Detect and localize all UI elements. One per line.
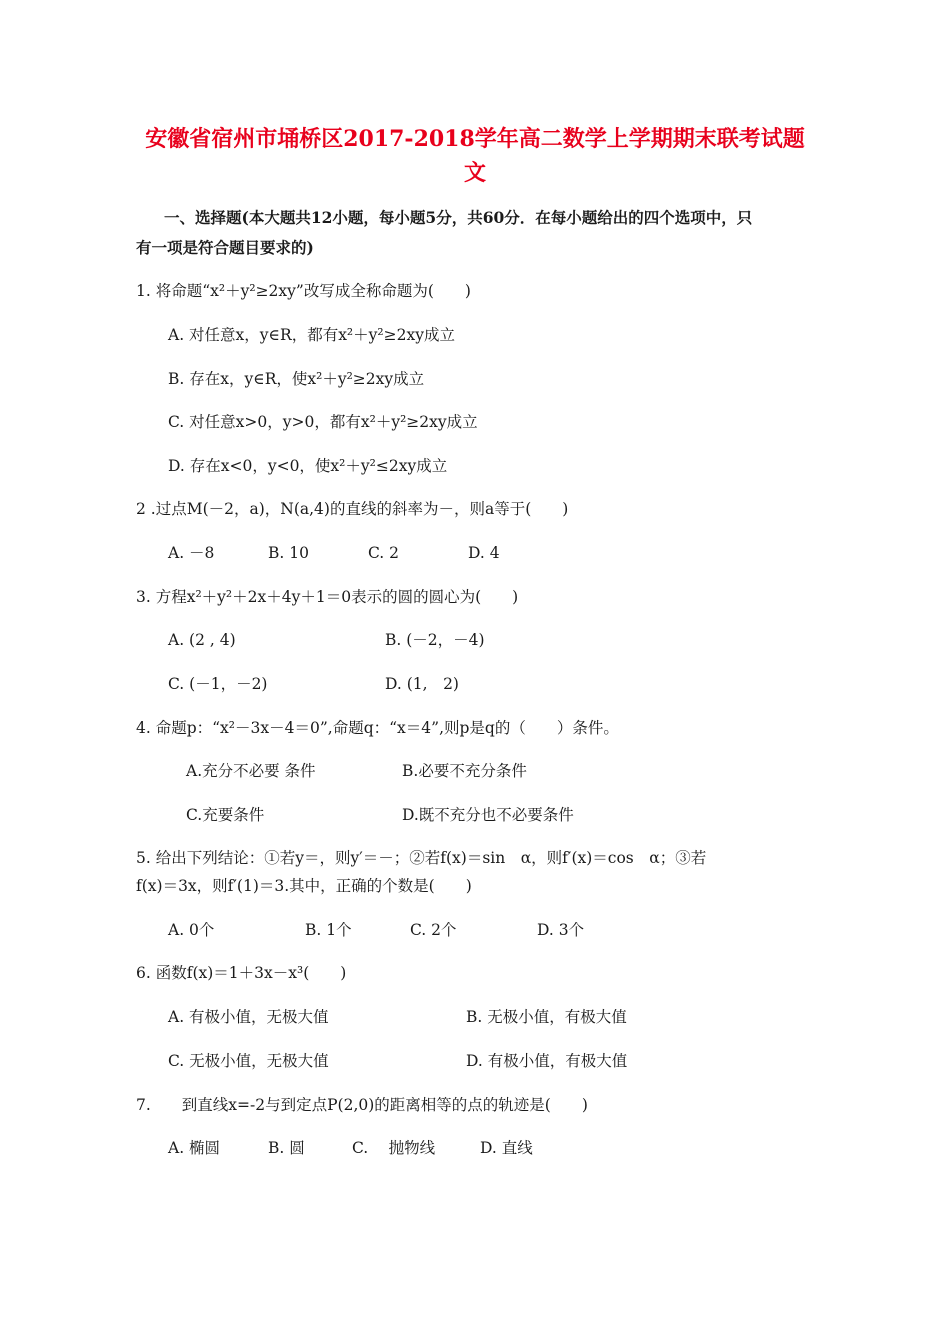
question-2-option-a: A. －8 xyxy=(168,544,215,562)
question-1-option-d: D. 存在x<0，y<0，使x²＋y²≤2xy成立 xyxy=(168,457,448,475)
document-title-line-2: 文 xyxy=(463,160,486,186)
question-3-option-d: D. (1, 2) xyxy=(385,675,459,693)
question-2-option-b: B. 10 xyxy=(268,544,309,562)
question-6-option-a: A. 有极小值，无极大值 xyxy=(168,1008,329,1026)
question-1-option-b: B. 存在x，y∈R，使x²＋y²≥2xy成立 xyxy=(168,370,425,388)
question-5-option-d: D. 3个 xyxy=(537,921,585,939)
question-4-option-d: D.既不充分也不必要条件 xyxy=(402,806,574,824)
question-6-option-c: C. 无极小值，无极大值 xyxy=(168,1052,329,1070)
question-3-option-a: A. (2 , 4) xyxy=(168,631,236,649)
question-7-option-d: D. 直线 xyxy=(480,1139,533,1157)
question-4-option-b: B.必要不充分条件 xyxy=(402,762,527,780)
question-3-option-c: C. (－1，－2) xyxy=(168,675,268,693)
question-4-option-c: C.充要条件 xyxy=(186,806,265,824)
question-3-option-b: B. (－2，－4) xyxy=(385,631,485,649)
question-5-option-a: A. 0个 xyxy=(168,921,215,939)
question-5-option-b: B. 1个 xyxy=(305,921,352,939)
question-6-option-b: B. 无极小值，有极大值 xyxy=(466,1008,627,1026)
question-7-option-b: B. 圆 xyxy=(268,1139,305,1157)
question-7-option-c: C. 抛物线 xyxy=(352,1139,436,1157)
question-5-stem-line-1: 5. 给出下列结论：①若y＝，则y′＝－；②若f(x)＝sin α，则f′(x)＝cos α；③若 xyxy=(136,849,707,867)
question-4-option-a: A.充分不必要 条件 xyxy=(186,762,316,780)
question-2-option-c: C. 2 xyxy=(368,544,400,562)
question-5-stem-line-2: f(x)＝3x，则f′(1)＝3.其中，正确的个数是( ) xyxy=(136,877,472,895)
question-2-option-d: D. 4 xyxy=(468,544,500,562)
question-6-option-d: D. 有极小值，有极大值 xyxy=(466,1052,628,1070)
question-7-stem: 7. 到直线x=-2与到定点P(2,0)的距离相等的点的轨迹是( ) xyxy=(136,1096,588,1114)
question-5-option-c: C. 2个 xyxy=(410,921,457,939)
question-7-option-a: A. 椭圆 xyxy=(168,1139,221,1157)
question-1-option-a: A. 对任意x，y∈R，都有x²＋y²≥2xy成立 xyxy=(168,326,455,344)
question-1-stem: 1. 将命题“x²＋y²≥2xy”改写成全称命题为( ) xyxy=(136,282,471,300)
document-title-line-1: 安徽省宿州市埇桥区2017-2018学年高二数学上学期期末联考试题 xyxy=(145,126,805,152)
section-heading-line-2: 有一项是符合题目要求的) xyxy=(136,238,314,257)
section-heading-line-1: 一、选择题(本大题共12小题，每小题5分，共60分．在每小题给出的四个选项中，只 xyxy=(164,208,753,227)
question-4-stem: 4. 命题p：“x²－3x－4＝0”,命题q：“x＝4”,则p是q的（ ）条件。 xyxy=(136,719,619,737)
question-1-option-c: C. 对任意x>0，y>0，都有x²＋y²≥2xy成立 xyxy=(168,413,478,431)
question-2-stem: 2 .过点M(－2，a)，N(a,4)的直线的斜率为－，则a等于( ) xyxy=(136,500,569,518)
question-6-stem: 6. 函数f(x)＝1＋3x－x³( ) xyxy=(136,964,347,982)
question-3-stem: 3. 方程x²＋y²＋2x＋4y＋1＝0表示的圆的圆心为( ) xyxy=(136,588,519,606)
